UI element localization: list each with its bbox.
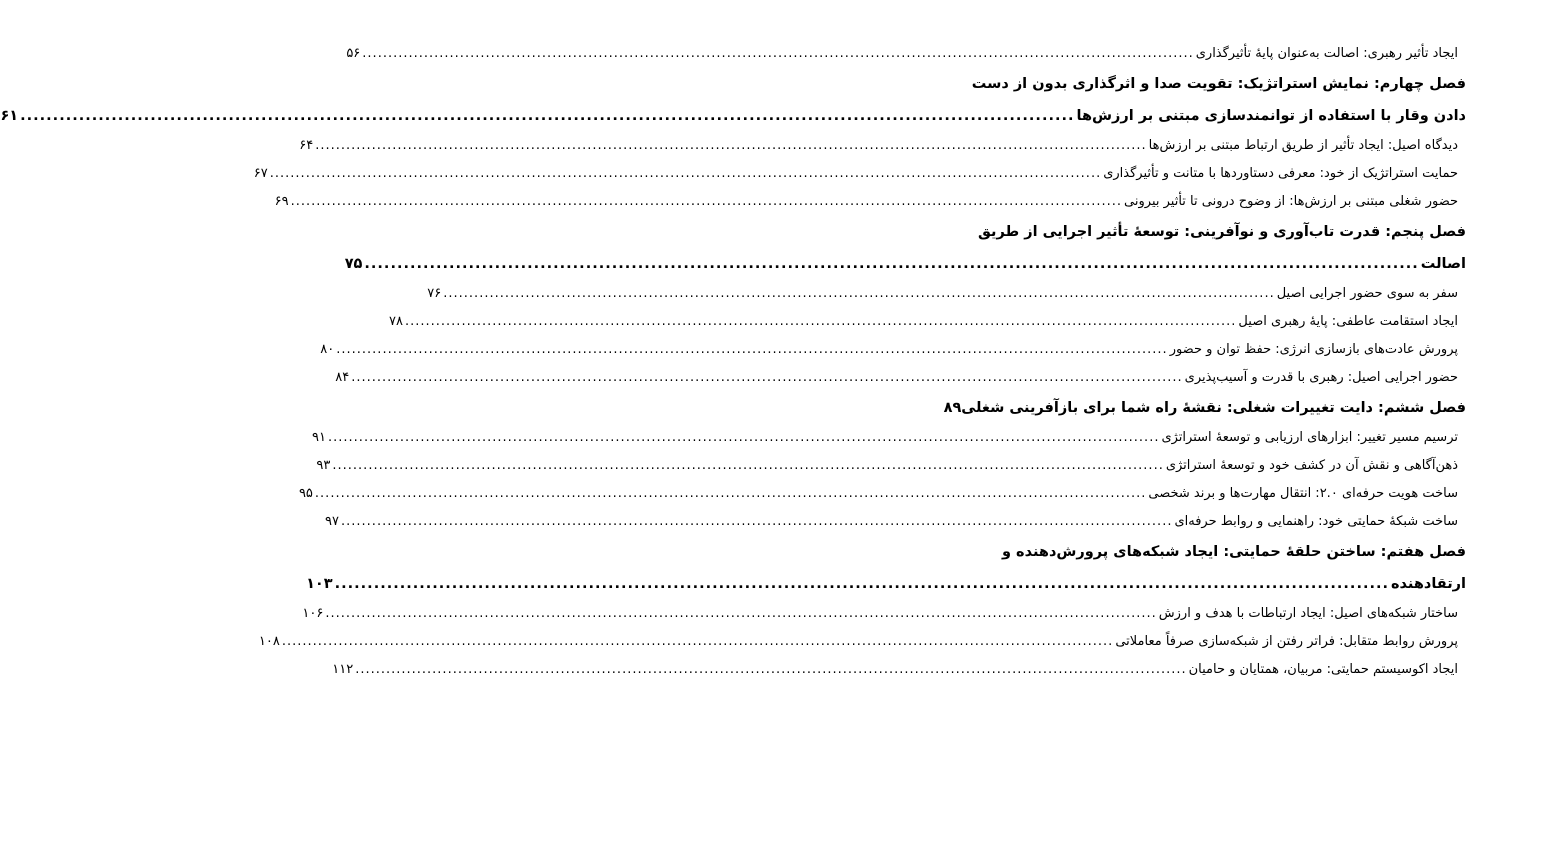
toc-chapter-title: فصل پنجم: قدرت تاب‌آوری و نوآفرینی: توسعهٔ تأثیر اجرایی از طریق	[977, 224, 1466, 240]
dot-leader	[315, 480, 1146, 508]
toc-entry-page: ۱۱۲	[332, 662, 354, 677]
toc-chapter-heading[interactable]	[1002, 536, 1466, 568]
toc-entry-title: ایجاد استقامت عاطفی: پایهٔ رهبری اصیل	[1238, 314, 1458, 329]
toc-entry-page: ۶۱	[0, 108, 19, 124]
toc-entry-title: ایجاد اکوسیستم حمایتی: مربیان، همتایان و حامیان	[1188, 662, 1458, 677]
toc-entry-title: حضور اجرایی اصیل: رهبری با قدرت و آسیب‌پذیری	[1184, 370, 1458, 385]
toc-entry[interactable]	[253, 160, 1466, 188]
toc-entry[interactable]	[298, 480, 1466, 508]
toc-chapter-entry[interactable]	[0, 100, 1466, 132]
table-of-contents	[0, 40, 1466, 684]
toc-entry[interactable]	[427, 280, 1466, 308]
toc-entry[interactable]	[325, 508, 1466, 536]
toc-chapter-title: فصل چهارم: نمایش استراتژیک: تقویت صدا و اثرگذاری بدون از دست	[971, 76, 1466, 92]
toc-entry[interactable]	[335, 364, 1466, 392]
toc-entry-title: ایجاد تأثیر رهبری: اصالت به‌عنوان پایهٔ تأثیرگذاری	[1195, 46, 1458, 61]
toc-entry[interactable]	[312, 424, 1466, 452]
toc-entry-page: ۷۶	[427, 286, 442, 301]
toc-entry-title: ارتقادهنده	[1391, 576, 1466, 592]
dot-leader	[351, 364, 1182, 392]
toc-entry-page: ۹۱	[312, 430, 327, 445]
toc-entry-title: ترسیم مسیر تغییر: ابزارهای ارزیابی و توسعهٔ استراتژی	[1161, 430, 1458, 445]
dot-leader	[335, 568, 1389, 600]
toc-entry-title: ساخت هویت حرفه‌ای ۲.۰: انتقال مهارت‌ها و برند شخصی	[1148, 486, 1458, 501]
toc-chapter-entry[interactable]	[306, 568, 1466, 600]
dot-leader	[355, 656, 1186, 684]
toc-chapter-heading[interactable]	[977, 216, 1466, 248]
dot-leader	[20, 100, 1074, 132]
dot-leader	[364, 248, 1418, 280]
toc-entry[interactable]	[346, 40, 1466, 68]
toc-chapter-entry[interactable]	[943, 392, 1466, 424]
dot-leader	[362, 40, 1193, 68]
toc-entry[interactable]	[332, 656, 1466, 684]
dot-leader	[270, 160, 1101, 188]
toc-entry-page: ۹۵	[298, 486, 313, 501]
toc-entry-title: اصالت	[1420, 256, 1466, 272]
toc-entry[interactable]	[316, 452, 1466, 480]
dot-leader	[443, 280, 1274, 308]
toc-chapter-heading[interactable]	[971, 68, 1466, 100]
toc-entry[interactable]	[302, 600, 1466, 628]
toc-entry-page: ۶۹	[274, 194, 289, 209]
dot-leader	[315, 132, 1146, 160]
toc-entry-title: ذهن‌آگاهی و نقش آن در کشف خود و توسعهٔ استراتژی	[1165, 458, 1458, 473]
toc-entry-title: سفر به سوی حضور اجرایی اصیل	[1276, 286, 1458, 301]
toc-entry-page: ۹۳	[316, 458, 331, 473]
toc-entry[interactable]	[274, 188, 1466, 216]
toc-entry-title: ساخت شبکهٔ حمایتی خود: راهنمایی و روابط حرفه‌ای	[1174, 514, 1458, 529]
toc-entry-page: ۷۵	[344, 256, 363, 272]
toc-entry-title: دیدگاه اصیل: ایجاد تأثیر از طریق ارتباط مبتنی بر ارزش‌ها	[1148, 138, 1458, 153]
dot-leader	[282, 628, 1113, 656]
toc-entry-page: ۶۴	[299, 138, 314, 153]
toc-entry-title: حضور شغلی مبتنی بر ارزش‌ها: از وضوح درونی تا تأثیر بیرونی	[1124, 194, 1458, 209]
toc-entry[interactable]	[258, 628, 1466, 656]
toc-entry-page: ۱۰۸	[258, 634, 280, 649]
dot-leader	[332, 452, 1163, 480]
toc-entry[interactable]	[389, 308, 1466, 336]
dot-leader	[336, 336, 1167, 364]
toc-chapter-title: فصل هفتم: ساختن حلقهٔ حمایتی: ایجاد شبکه‌های پرورش‌دهنده و	[1002, 544, 1466, 560]
toc-entry-page: ۷۸	[389, 314, 403, 329]
toc-entry-page: ۱۰۳	[306, 576, 333, 592]
dot-leader	[291, 188, 1122, 216]
toc-entry-page: ۶۷	[253, 166, 268, 181]
toc-entry[interactable]	[299, 132, 1466, 160]
toc-entry-page: ۸۰	[320, 342, 335, 357]
toc-entry-page: ۱۰۶	[302, 606, 324, 621]
toc-entry-page: ۹۷	[325, 514, 340, 529]
toc-entry-title: فصل ششم: دایت تغییرات شغلی: نقشهٔ راه شما برای بازآفرینی شغلی	[961, 400, 1466, 416]
dot-leader	[325, 600, 1156, 628]
toc-entry-title: دادن وقار با استفاده از توانمندسازی مبتنی بر ارزش‌ها	[1076, 108, 1466, 124]
toc-entry[interactable]	[320, 336, 1466, 364]
toc-chapter-entry[interactable]	[344, 248, 1466, 280]
toc-entry-title: پرورش عادت‌های بازسازی انرژی: حفظ توان و حضور	[1169, 342, 1458, 357]
toc-entry-title: ساختار شبکه‌های اصیل: ایجاد ارتباطات با هدف و ارزش	[1158, 606, 1458, 621]
dot-leader	[341, 508, 1172, 536]
toc-entry-page: ۵۶	[346, 46, 361, 61]
dot-leader	[405, 308, 1236, 336]
toc-entry-title: حمایت استراتژیک از خود: معرفی دستاوردها با متانت و تأثیرگذاری	[1103, 166, 1458, 181]
toc-entry-page: ۸۹	[943, 400, 962, 416]
toc-entry-title: پرورش روابط متقابل: فراتر رفتن از شبکه‌سازی صرفاً معاملاتی	[1115, 634, 1458, 649]
toc-entry-page: ۸۴	[335, 370, 350, 385]
dot-leader	[328, 424, 1159, 452]
